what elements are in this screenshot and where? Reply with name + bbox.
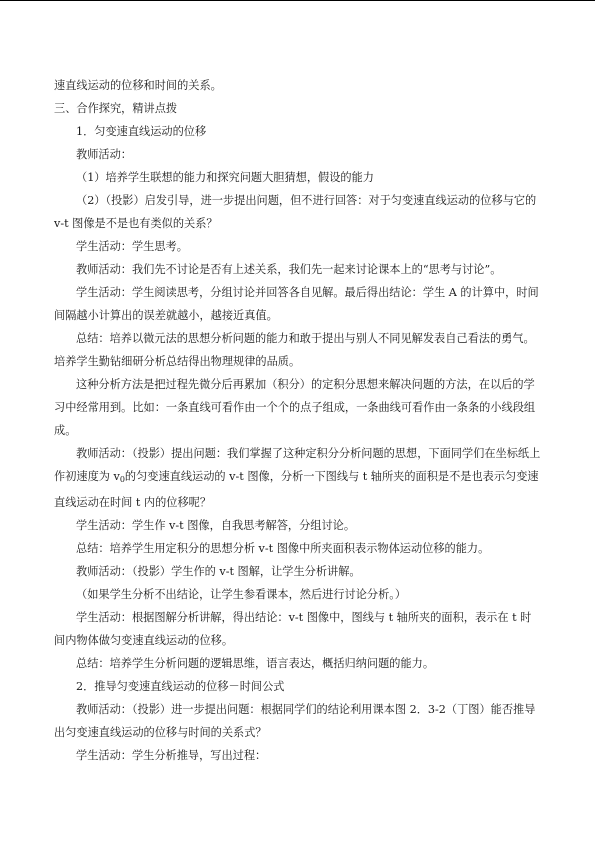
- text-segment: 教师活动：（投影）提出问题：我们掌握了这种定积分分析问题的思想，下面同学们在坐标纸上作初速度为 v: [54, 447, 541, 483]
- paragraph-item-2: （2）（投影）启发引导，进一步提出问题，但不进行回答：对于匀变速直线运动的位移与它的 v-t 图像是不是也有类似的关系？: [54, 194, 537, 230]
- subscript: 0: [119, 475, 125, 484]
- teacher-activity-paragraph: 教师活动：（投影）进一步提出问题：根据同学们的结论利用课本图 2．3-2（丁图）能否推导出匀变速直线运动的位移与时间的关系式？: [54, 703, 536, 739]
- teacher-activity-paragraph: [54, 442, 542, 514]
- teacher-activity-label: 教师活动：: [76, 148, 132, 161]
- teacher-activity-paragraph: 教师活动：（投影）学生作的 v-t 图解，让学生分析讲解。: [76, 565, 361, 578]
- student-activity-paragraph: 学生活动：学生作 v-t 图像，自我思考解答，分组讨论。: [76, 519, 356, 532]
- paragraph-continuation: 速直线运动的位移和时间的关系。: [54, 79, 222, 92]
- student-activity-paragraph: 学生活动：根据图解分析讲解，得出结论：v-t 图像中，图线与 t 轴所夹的面积，表示在 t 时间内物体做匀变速直线运动的位移。: [54, 611, 532, 647]
- top-border-line: [0, 0, 595, 1]
- document-body: [54, 74, 542, 767]
- subsection-heading: 2．推导匀变速直线运动的位移－时间公式: [76, 680, 285, 693]
- summary-paragraph: 总结：培养学生用定积分的思想分析 v-t 图像中所夹面积表示物体运动位移的能力。: [76, 542, 490, 555]
- text-segment: 的匀变速直线运动的 v-t 图像，分析一下图线与 t 轴所夹的面积是不是也表示匀变速直线运动在时间 t 内的位移呢？: [54, 470, 539, 509]
- summary-paragraph: 总结：培养以微元法的思想分析问题的能力和敢于提出与别人不同见解发表自己看法的勇气。培养学生勤钻细研分析总结得出物理规律的品质。: [54, 332, 535, 368]
- student-activity-paragraph: 学生活动：学生阅读思考，分组讨论并回答各自见解。最后得出结论：学生 A 的计算中，时间间隔越小计算出的误差就越小，越接近真值。: [54, 286, 539, 322]
- student-activity-paragraph: 学生活动：学生思考。: [76, 240, 188, 253]
- teacher-activity-paragraph: 教师活动：我们先不讨论是否有上述关系，我们先一起来讨论课本上的“思考与讨论”。: [76, 263, 502, 276]
- analysis-paragraph: 这种分析方法是把过程先微分后再累加（积分）的定积分思想来解决问题的方法，在以后的学习中经常用到。比如：一条直线可看作由一个个的点子组成，一条曲线可看作由一条条的小线段组成。: [54, 378, 536, 437]
- student-activity-paragraph: 学生活动：学生分析推导，写出过程：: [76, 749, 267, 762]
- note-paragraph: （如果学生分析不出结论，让学生参看课本，然后进行讨论分析。）: [76, 588, 407, 601]
- summary-paragraph: 总结：培养学生分析问题的逻辑思维，语言表达，概括归纳问题的能力。: [76, 657, 435, 670]
- section-heading: 三、合作探究，精讲点拨: [54, 102, 178, 115]
- paragraph-item-1: （1）培养学生联想的能力和探究问题大胆猜想，假设的能力: [76, 171, 374, 184]
- subsection-heading: 1．匀变速直线运动的位移: [76, 125, 207, 138]
